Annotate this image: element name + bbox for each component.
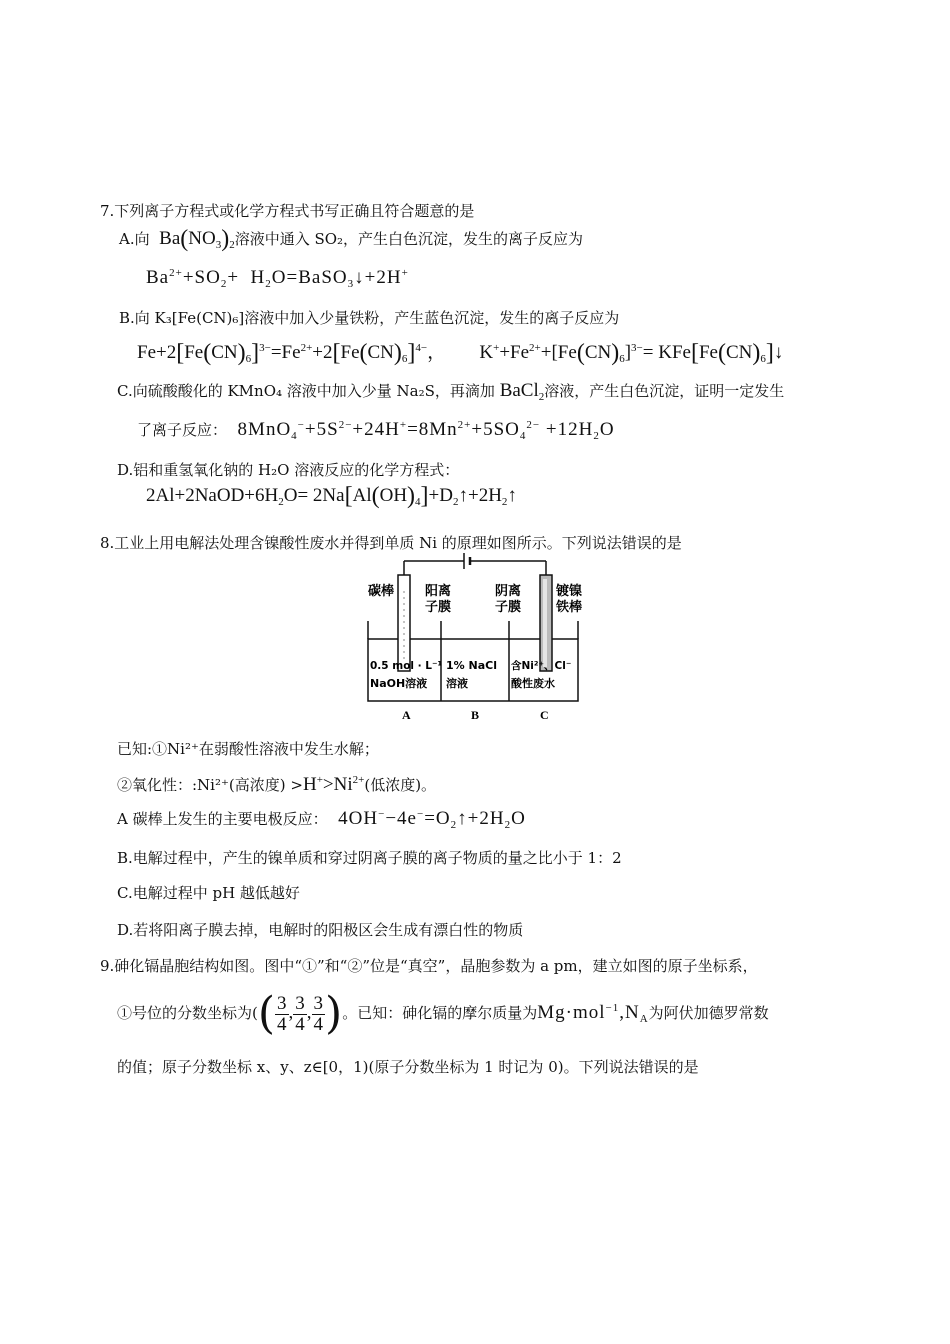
q7-b-equation: $Fe+2[Fe(CN)_6]^{3-}=Fe^{2+}+2[Fe(CN)_6]^{4-}$， $K^++Fe^{2+}+[Fe(CN)_6]^{3-}=$ $KFe[Fe(CN)_6]↓$	[137, 340, 784, 366]
q8-option-a-equation: $4OH^--4e^-=O_2↑+2H_2O$	[332, 808, 526, 831]
q7-stem: 7.下列离子方程式或化学方程式书写正确且符合题意的是	[100, 202, 475, 220]
label-anion-membrane-1: 阴离	[495, 584, 522, 599]
q9-fraction-z: $\frac{3}{4}$	[313, 992, 324, 1035]
q7-c-line2	[137, 414, 615, 447]
q9-line2-prefix: ①号位的分数坐标为(	[117, 1004, 258, 1022]
q7-a-prefix: A.向	[119, 230, 150, 248]
q7-c-prefix: C.向硫酸酸化的 KMnO₄ 溶液中加入少量 Na₂S，再滴加	[117, 382, 495, 400]
q9-molar-mass-formula: $Mg\cdot mol^{-1},N_A$	[537, 1002, 649, 1025]
q8-known-2-suffix: (低浓度)。	[364, 776, 437, 794]
q7-option-d: D.铝和重氢氧化钠的 H₂O 溶液反应的化学方程式：	[117, 461, 460, 479]
q9-stem: 9.砷化镉晶胞结构如图。图中“①”和“②”位是“真空”，晶胞参数为 a pm，建立如图的原子坐标系，	[100, 957, 758, 975]
q8-known-2	[117, 769, 436, 796]
label-carbon-rod: 碳棒	[368, 584, 395, 599]
solution-b-line1: 1% NaCl	[446, 659, 497, 672]
solution-a-line1: 0.5 mol · L⁻¹	[370, 660, 443, 672]
region-c-label: C	[540, 708, 549, 722]
q8-option-b: B.电解过程中，产生的镍单质和穿过阴离子膜的离子物质的量之比小于 1：2	[117, 849, 622, 867]
q7-a-equation: $Ba^{2+}+SO_2+$ $H_2O=BaSO_3↓+2H^+$	[146, 267, 409, 290]
q9-fraction-x: $\frac{3}{4}$	[277, 992, 287, 1035]
q9-line2: ①号位的分数坐标为(( $\frac{3}{4}$ , $\frac{3}{4}$ , $\frac{3}{4}$ )。已知：砷化镉的摩尔质量为$Mg\cdot mol^{-1},N_A$为阿伏加德罗常数	[117, 988, 769, 1039]
label-cation-membrane-2: 子膜	[425, 600, 452, 615]
q8-stem: 8.工业上用电解法处理含镍酸性废水并得到单质 Ni 的原理如图所示。下列说法错误的是	[100, 534, 682, 552]
label-ni-rod-1: 镀镍	[556, 584, 583, 599]
q7-c-equation: $8MnO_4^-+5S^{2-}+24H^+=8Mn^{2+}+5SO_4^{2-} +12H_2O$	[231, 419, 615, 442]
q7-c-suffix: 溶液，产生白色沉淀，证明一定发生	[544, 382, 785, 400]
q8-option-a-text: A 碳棒上发生的主要电极反应：	[117, 810, 328, 828]
q7-option-c	[117, 380, 784, 408]
label-cation-membrane-1: 阳离	[425, 584, 452, 599]
solution-c-line1: 含Ni²⁺、Cl⁻	[511, 660, 572, 672]
q7-a-formula: $Ba(NO_3)_2$	[154, 226, 235, 252]
q9-line2-end: 为阿伏加德罗常数	[648, 1004, 769, 1022]
electrolysis-diagram	[358, 551, 590, 727]
q7-d-equation: $2Al+2NaOD+6H_2O=$ $2Na[Al(OH)_4]+D_2↑+2H_2↑$	[146, 483, 517, 509]
solution-c-line2: 酸性废水	[511, 677, 555, 690]
label-anion-membrane-2: 子膜	[495, 600, 522, 615]
region-a-label: A	[402, 708, 411, 722]
q7-option-b: B.向 K₃[Fe(CN)₆]溶液中加入少量铁粉，产生蓝色沉淀，发生的离子反应为	[119, 309, 620, 327]
q7-c-line2-text: 了离子反应：	[137, 421, 228, 439]
q7-option-a	[119, 228, 583, 256]
solution-b-line2: 溶液	[446, 677, 468, 690]
label-ni-rod-2: 铁棒	[556, 600, 583, 615]
q8-option-c: C.电解过程中 pH 越低越好	[117, 884, 300, 902]
q9-line3: 的值；原子分数坐标 x、y、z∈[0，1)(原子分数坐标为 1 时记为 0)。下列说法错误的是	[117, 1058, 699, 1076]
q8-option-d: D.若将阳离子膜去掉，电解时的阳极区会生成有漂白性的物质	[117, 921, 524, 939]
q8-known-1: 已知:①Ni²⁺在弱酸性溶液中发生水解；	[117, 740, 379, 758]
q8-known-2-formula: $H^+>Ni^{2+}$	[302, 774, 365, 795]
q9-fraction-y: $\frac{3}{4}$	[295, 992, 305, 1035]
q7-c-bacl2: BaCl$_2$	[499, 380, 545, 403]
q8-known-2-prefix: ②氧化性：:Ni²⁺(高浓度) >	[117, 776, 303, 794]
q7-a-text: 溶液中通入 SO₂，产生白色沉淀，发生的离子反应为	[234, 230, 584, 248]
solution-a-line2: NaOH溶液	[370, 677, 428, 690]
q9-line2-text: 。已知：砷化镉的摩尔质量为	[342, 1004, 538, 1022]
region-b-label: B	[471, 708, 480, 722]
q8-option-a	[117, 803, 526, 836]
